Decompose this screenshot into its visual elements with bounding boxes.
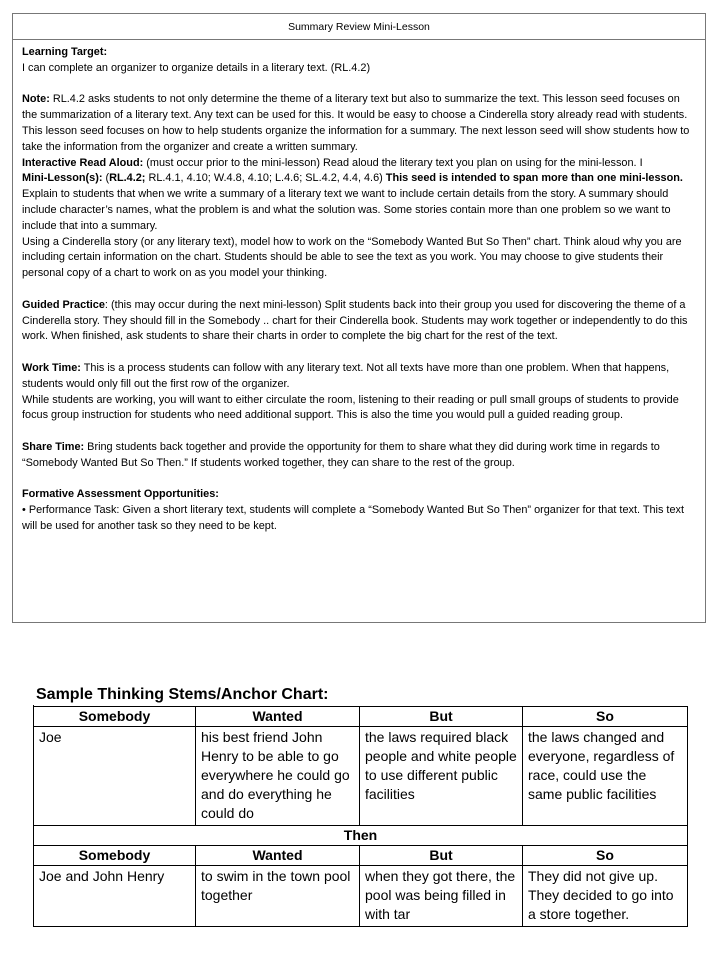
- mini-lesson-bold-text: This seed is intended to span more than one mini-lesson.: [385, 172, 683, 185]
- note-label: Note:: [22, 93, 50, 106]
- lesson-box: [12, 13, 706, 623]
- header-but: But: [360, 846, 523, 866]
- guided-label: Guided Practice: [22, 298, 105, 311]
- mini-lesson-standards-lead: (: [102, 172, 110, 185]
- mini-lesson-standards-bold: RL.4.2;: [109, 172, 146, 185]
- mini-lesson-label: Mini-Lesson(s):: [22, 172, 103, 185]
- work-text: This is a process students can follow with any literary text. Not all texts have more than one problem. When that happens, students would only fill out the first row of the organizer.: [22, 361, 670, 390]
- mini-lesson-standards-rest: RL.4.1, 4.10; W.4.8, 4.10; L.4.6; SL.4.2, 4.4, 4.6): [145, 172, 386, 185]
- work-paragraph: [22, 361, 696, 393]
- cell-somebody: Joe and John Henry: [34, 866, 196, 927]
- header-wanted: Wanted: [196, 846, 360, 866]
- lesson-body: [13, 40, 705, 535]
- learning-target-label: Learning Target:: [22, 46, 108, 58]
- cell-but: the laws required black people and white people to use different public facilities: [360, 727, 523, 826]
- share-text: Bring students back together and provide the opportunity for them to share what they did during work time in regards to “Somebody Wanted But So Then.” If students worked together, they can share to the rest of the group.: [22, 440, 660, 469]
- note-text: RL.4.2 asks students to not only determine the theme of a literary text but also to summarize the text. This lesson seed focuses on the summarization of a literary text. Any text can be used for this. It would be easy to choose a Cinderella story already read with students.: [22, 93, 688, 122]
- header-wanted: Wanted: [196, 707, 360, 727]
- share-label: Share Time:: [22, 440, 85, 453]
- cell-so: They did not give up. They decided to go into a store together.: [523, 866, 688, 927]
- then-label: Then: [34, 826, 688, 846]
- cell-so: the laws changed and everyone, regardless of race, could use the same public facilities: [523, 727, 688, 826]
- table-row: [34, 727, 688, 826]
- table-row: [34, 866, 688, 927]
- work-text-2: While students are working, you will want to either circulate the room, listening to their reading or pull small groups of students to provide focus group instruction for students who need additional support. This is also the time you would pull a guided reading group.: [22, 393, 679, 422]
- header-row: [34, 707, 688, 727]
- learning-target-text: I can complete an organizer to organize details in a literary text. (RL.4.2): [22, 61, 371, 74]
- mini-lesson-paragraph: [22, 171, 696, 234]
- mini-lesson-text-2: Using a Cinderella story (or any literary text), model how to work on the “Somebody Wanted But So Then” chart. Think aloud why you are including certain information on the chart. Students should be able to see the text as you work. You may choose to give students their personal copy of a chart to work on as you model your thinking.: [22, 235, 682, 280]
- anchor-chart: [33, 684, 692, 927]
- note-paragraph: [22, 92, 696, 124]
- share-paragraph: [22, 440, 696, 472]
- formative-label: Formative Assessment Opportunities:: [22, 488, 219, 501]
- cell-but: when they got there, the pool was being filled in with tar: [360, 866, 523, 927]
- header-row: [34, 846, 688, 866]
- header-somebody: Somebody: [34, 707, 196, 727]
- work-label: Work Time:: [22, 361, 81, 374]
- guided-paragraph: [22, 298, 696, 345]
- header-somebody: Somebody: [34, 846, 196, 866]
- read-aloud-paragraph: [22, 156, 696, 172]
- lesson-title: Summary Review Mini-Lesson: [13, 14, 705, 40]
- anchor-chart-heading: Sample Thinking Stems/Anchor Chart:: [36, 686, 329, 703]
- then-row: [34, 826, 688, 846]
- header-so: So: [523, 707, 688, 727]
- header-but: But: [360, 707, 523, 727]
- guided-text: : (this may occur during the next mini-lesson) Split students back into their group you used for discovering the theme of a Cinderella story. They should fill in the Somebody .. chart for their Cinderella book. Students may work together or independently to do this work. When finished, ask students to share their charts in order to complete the big chart for the rest of the text.: [22, 298, 688, 343]
- mini-lesson-text: Explain to students that when we write a summary of a literary text we want to include certain details from the story. A summary should include character’s names, what the problem is and what the solution was. Some stories contain more than one problem so we want to include that into a summary.: [22, 188, 671, 232]
- cell-wanted: his best friend John Henry to be able to go everywhere he could go and do everything he could do: [196, 727, 360, 826]
- read-aloud-label: Interactive Read Aloud:: [22, 156, 144, 169]
- cell-wanted: to swim in the town pool together: [196, 866, 360, 927]
- cell-somebody: Joe: [34, 727, 196, 826]
- read-aloud-text: (must occur prior to the mini-lesson) Read aloud the literary text you plan on using for the mini-lesson. I: [143, 156, 643, 169]
- note-text-2: This lesson seed focuses on how to help students organize the information for a summary. The next lesson seed will show students how to take the information from the organizer and create a written summary.: [22, 124, 690, 153]
- formative-text: • Performance Task: Given a short literary text, students will complete a “Somebody Wanted But So Then” organizer for that text. This text will be used for another task so they need to be kept.: [22, 504, 684, 532]
- anchor-chart-table: [33, 706, 688, 927]
- header-so: So: [523, 846, 688, 866]
